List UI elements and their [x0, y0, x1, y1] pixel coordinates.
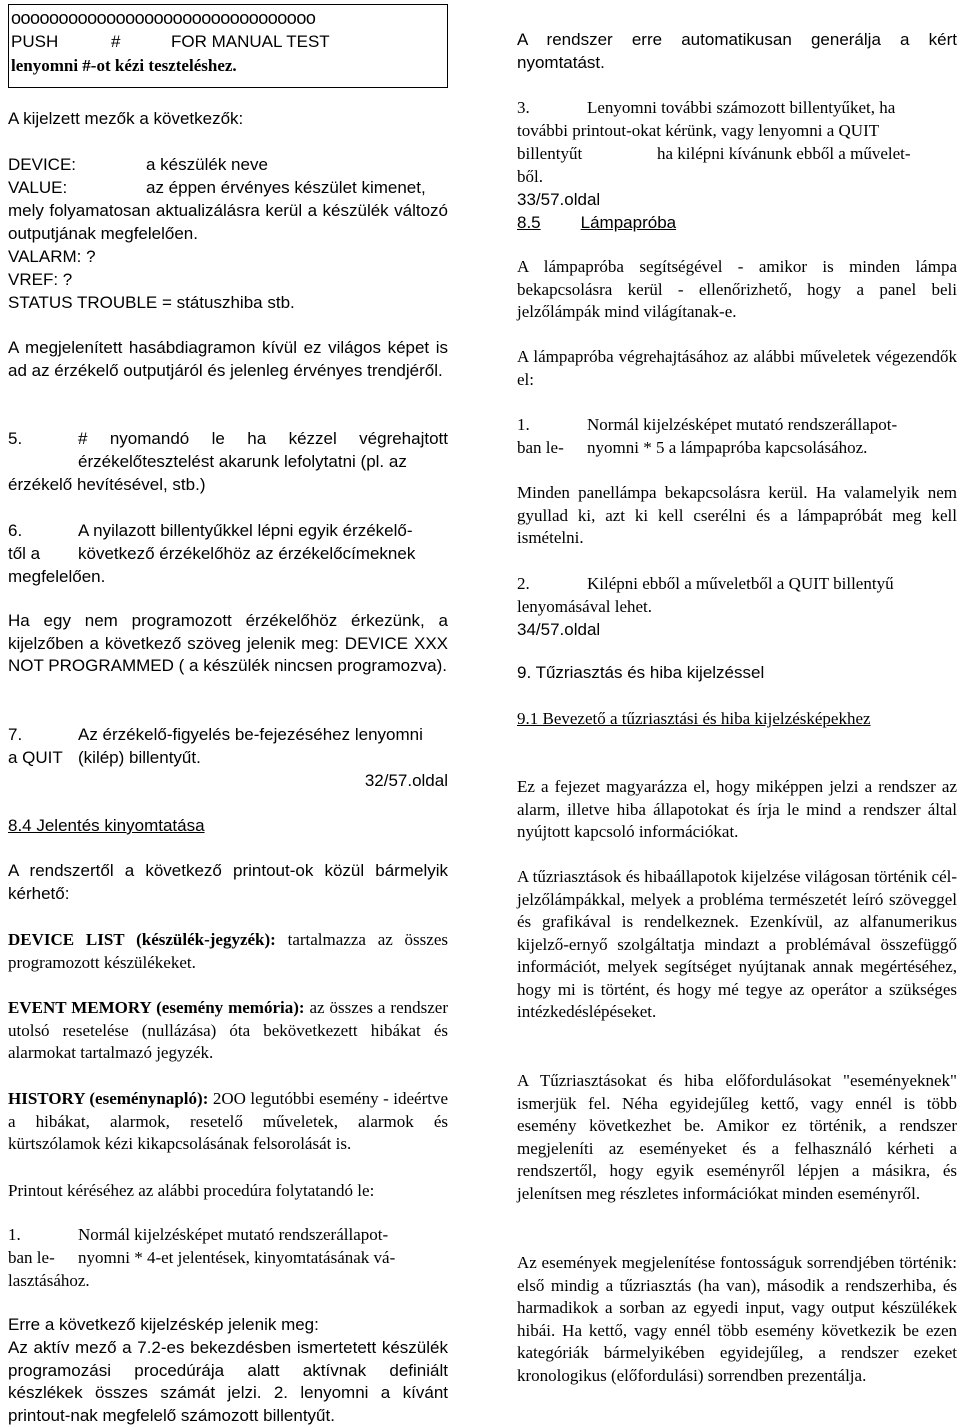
event-memory-term: EVENT MEMORY (esemény memória): — [8, 998, 305, 1017]
active-field-paragraph: Az aktív mező a 7.2-es bekezdésben ismertetett készülék programozási procedúrája alatt aktívnak definiált készlékek összes számát jelzi. 2. lenyomni a kívánt printout-nak megfelelő számozott billentyűt. — [8, 1338, 448, 1425]
item-7-line-2b: (kilép) billentyűt. — [78, 748, 201, 767]
section-9-1-paragraph-3: A Tűzriasztásokat és hiba előfordulásokat "eseményeknek" ismerjük fel. Néha egyidejűleg kettő, vagy ennél is több esemény következhet be. Amikor ez történik, a rendszer megjeleníti az eseményeket és a felhasználó kérheti a rendszertől, hogy egyik eseményről lépjen a másikra, és jelenítsen meg részletes információkat minden eseményről. — [517, 1071, 957, 1203]
step-1-line-2 — [8, 1247, 448, 1270]
fields-intro: A kijelzett mezők a következők: — [8, 109, 244, 128]
lamp-step-1-line-2 — [517, 437, 957, 460]
push-label: PUSH — [11, 32, 59, 51]
lamp-step-2-number: 2. — [517, 574, 530, 593]
step-3-line-3a: billentyűt — [517, 144, 583, 163]
lamp-step-1-line-2a: ban le- — [517, 438, 564, 457]
section-9-1-paragraph-2: A tűzriasztások és hibaállapotok kijelzése világosan történik cél-jelzőlámpákkal, melyek a probléma természetét leíró szöveggel és grafikával is rendelkeznek. Ezenkívül, az alfanumerikus kijelző-ernyő szolgáltatja mindazt a problémával összefüggő információt, melyek segítséget nyújtanak annak megértéséhez, hogy mi is történt, és hogy mé tegye az operátor a szükséges intézkedéslépéseket. — [517, 867, 957, 1021]
item-5-continuation: érzékelő hevítésével, stb.) — [8, 475, 206, 494]
lamp-test-paragraph-3: Minden panellámpa bekapcsolásra kerül. Ha valamelyik nem gyullad ki, azt ki kell cserélni és a lámpapróbát meg kell ismételni. — [517, 483, 957, 547]
status-entry: STATUS TROUBLE = státuszhiba stb. — [8, 293, 295, 312]
item-6 — [8, 520, 448, 543]
section-9-heading: 9. Tűzriasztás és hiba kijelzéssel — [517, 663, 765, 682]
printout-procedure: Printout kéréséhez az alábbi procedúra folytatandó le: — [8, 1181, 375, 1200]
section-8-5-heading — [517, 212, 957, 235]
step-3 — [517, 97, 957, 120]
page-number-34: 34/57.oldal — [517, 620, 601, 639]
box-decoration: oooooooooooooooooooooooooooooooo — [11, 8, 316, 28]
item-6-line-2 — [8, 543, 448, 566]
item-5-number: 5. — [8, 429, 23, 448]
section-8-4-title: 8.4 Jelentés kinyomtatása — [8, 816, 205, 835]
item-6-line-2b: következő érzékelőhöz az érzékelőcímeknek — [78, 544, 416, 563]
box-line-2: lenyomni #-ot kézi teszteléshez. — [11, 56, 237, 75]
step-3-number: 3. — [517, 98, 530, 117]
step-3-line-4: ből. — [517, 167, 543, 186]
item-6-line-2a: től a — [8, 544, 41, 563]
section-9-1-title: 9.1 Bevezető a tűzriasztási és hiba kijelzésképekhez — [517, 709, 871, 728]
item-7-line-2a: a QUIT — [8, 748, 63, 767]
value-term: VALUE: — [8, 178, 68, 197]
value-definition: az éppen érvényes készület kimenet, — [146, 178, 426, 197]
section-8-5-number: 8.5 — [517, 213, 541, 232]
step-1-line-2b: nyomni * 4-et jelentések, kinyomtatásának vá- — [78, 1248, 396, 1267]
value-continuation: mely folyamatosan aktualizálásra kerül a készülék változó outputjának megfelelően. — [8, 201, 448, 243]
value-entry — [8, 177, 448, 200]
device-list-paragraph — [8, 929, 448, 974]
step-3-text: Lenyomni további számozott billentyűket, ha — [587, 98, 896, 117]
device-list-term: DEVICE LIST (készülék-jegyzék): — [8, 930, 276, 949]
history-text: 2OO legutóbbi esemény - ideértve a hibákat, alarmok, resetelő műveletek, alarmok és kürtszólamok kézi kikapcsolásának felsorolását is. — [8, 1089, 448, 1153]
item-5-text: # nyomandó le ha kézzel végrehajtott érzékelőtesztelést akarunk lefolytatni (pl. az — [78, 429, 448, 471]
device-definition: a készülék neve — [146, 155, 268, 174]
section-9-1-paragraph-4: Az események megjelenítése fontosságuk sorrendjében történik: első mindig a tűzriasztás (ha van), második a rendszerhiba, és harmadikok a sorban az egyedi input, vagy output készülékek hibái. Ha kettő, vagy ennél több esemény következik be ezen kategóriák bármelyikében egyidejűleg, a rendszer ezeket kronologikus (előfordulási) sorrendben prezentálja. — [517, 1253, 957, 1385]
bar-diagram-paragraph: A megjelenített hasábdiagramon kívül ez világos képet is ad az érzékelő outputjáról és jelenleg érvényes trendjéről. — [8, 338, 448, 380]
lamp-test-paragraph-2: A lámpapróba végrehajtásához az alábbi műveletek végezendők el: — [517, 347, 957, 389]
item-7-text: Az érzékelő-figyelés be-fejezéséhez lenyomni — [78, 725, 423, 744]
device-term: DEVICE: — [8, 155, 77, 174]
lamp-step-1 — [517, 414, 957, 437]
lamp-step-1-text: Normál kijelzésképet mutató rendszerállapot- — [587, 415, 898, 434]
lamp-step-1-line-2b: nyomni * 5 a lámpapróba kapcsolásához. — [587, 438, 868, 457]
section-9-1-heading — [517, 708, 957, 731]
step-1-line-3: lasztásához. — [8, 1271, 90, 1290]
lamp-step-2-text: Kilépni ebből a műveletből a QUIT billentyű — [587, 574, 894, 593]
section-8-4-heading — [8, 815, 448, 838]
step-1-text: Normál kijelzésképet mutató rendszerállapot- — [78, 1225, 389, 1244]
item-5 — [8, 428, 448, 473]
lamp-step-2 — [517, 573, 957, 596]
valarm-entry: VALARM: ? — [8, 247, 96, 266]
lamp-test-paragraph-1: A lámpapróba segítségével - amikor is minden lámpa bekapcsolásra kerül - ellenőrizhető, hogy a panel beli jelzőlámpák mind világítanak-e. — [517, 257, 957, 321]
lamp-step-2-line-2: lenyomásával lehet. — [517, 597, 653, 616]
item-7-number: 7. — [8, 725, 23, 744]
event-memory-paragraph — [8, 997, 448, 1065]
hash-key: # — [111, 32, 121, 51]
step-3-line-2: további printout-okat kérünk, vagy lenyomni a QUIT — [517, 121, 880, 140]
vref-entry: VREF: ? — [8, 270, 73, 289]
manual-test-box — [8, 4, 448, 88]
device-list-text: tartalmazza az összes programozott készülékeket. — [8, 930, 448, 972]
not-programmed-paragraph: Ha egy nem programozott érzékelőhöz érkezünk, a kijelzőben a következő szöveg jelenik meg: DEVICE XXX NOT PROGRAMMED ( a készülék nincsen programozva). — [8, 611, 448, 675]
next-screen-text: Erre a következő kijelzéskép jelenik meg: — [8, 1315, 319, 1334]
section-9-1-paragraph-1: Ez a fejezet magyarázza el, hogy miképpen jelzi a rendszer az alarm, illetve hiba állapotokat és írja le mind a rendszer által nyújtott kapcsoló információkat. — [517, 777, 957, 841]
page-number-32: 32/57.oldal — [364, 771, 448, 790]
step-1 — [8, 1224, 448, 1247]
step-3-line-3b: ha kilépni kívánunk ebből a művelet- — [657, 144, 911, 163]
item-7-line-2 — [8, 747, 448, 770]
item-6-text: A nyilazott billentyűkkel lépni egyik érzékelő- — [78, 521, 413, 540]
step-1-number: 1. — [8, 1225, 21, 1244]
lamp-step-1-number: 1. — [517, 415, 530, 434]
item-7 — [8, 724, 448, 747]
auto-generate-paragraph: A rendszer erre automatikusan generálja a kért nyomtatást. — [517, 30, 957, 72]
history-paragraph — [8, 1088, 448, 1156]
step-1-line-2a: ban le- — [8, 1248, 55, 1267]
history-term: HISTORY (eseménynapló): — [8, 1089, 209, 1108]
event-memory-text: az összes a rendszer utolsó resetelése (nullázása) óta bekövetkezett hibákat és alarmokat tartalmazó jegyzék. — [8, 998, 448, 1062]
item-6-number: 6. — [8, 521, 23, 540]
device-entry — [8, 154, 448, 177]
page-number-33: 33/57.oldal — [517, 190, 601, 209]
printouts-paragraph: A rendszertől a következő printout-ok közül bármelyik kérhető: — [8, 861, 448, 903]
item-6-line-3: megfelelően. — [8, 567, 106, 586]
box-line-1 — [11, 31, 330, 54]
for-manual-label: FOR MANUAL TEST — [171, 32, 330, 51]
section-8-5-title: Lámpapróba — [580, 213, 677, 232]
step-3-line-3 — [517, 143, 957, 166]
